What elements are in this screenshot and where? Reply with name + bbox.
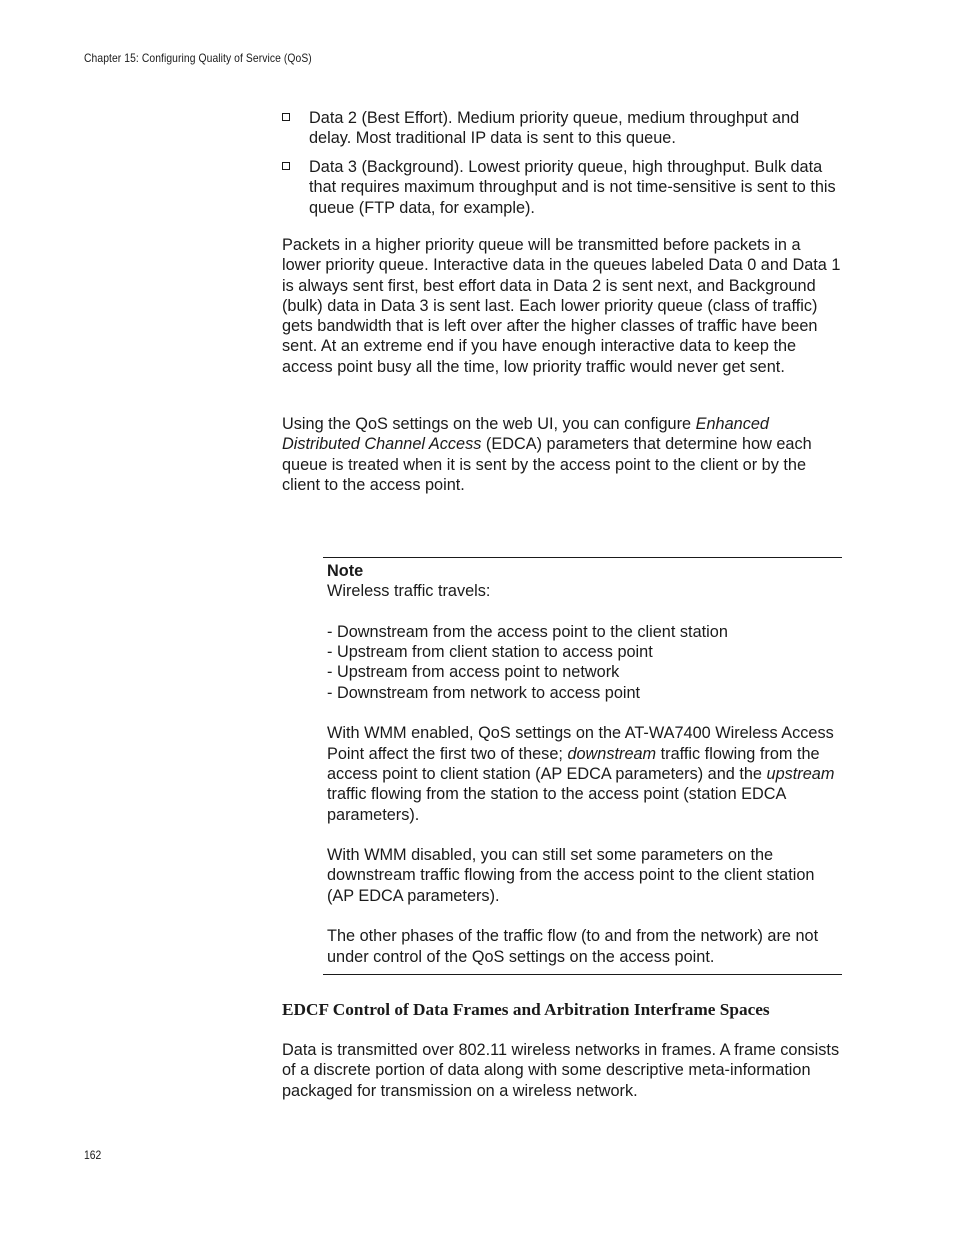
note-title: Note — [327, 562, 364, 580]
edca-term: Enhanced Distributed Channel Access — [282, 415, 769, 454]
edca-text-start: Using the QoS settings on the web UI, you can configure — [282, 415, 696, 433]
note-flow-item: - Upstream from client station to access point — [327, 643, 653, 662]
checkbox-square-icon — [282, 113, 290, 121]
note-wmm-enabled-part1: With WMM enabled, QoS settings on the AT-WA7400 Wireless Access Point affect the first two of these; — [327, 724, 834, 763]
note-flow-item: - Downstream from network to access point — [327, 683, 641, 702]
note-wmm-enabled-part3: traffic flowing from the station to the access point (station EDCA parameters). — [327, 785, 786, 824]
running-header: Chapter 15: Configuring Quality of Service (QoS) — [84, 51, 312, 65]
note-emph-downstream: downstream — [567, 744, 657, 763]
edca-text-end: (EDCA) parameters that determine how each queue is treated when it is sent by the access point to the client or by the client to the access point. — [282, 435, 812, 494]
note-other-phases: The other phases of the traffic flow (to and from the network) are not under control of the QoS settings on the access point. — [327, 927, 819, 966]
paragraph-edca — [282, 414, 842, 495]
note-flow-item: - Upstream from access point to network — [327, 663, 620, 682]
note-content — [327, 561, 839, 967]
paragraph-priority: Packets in a higher priority queue will be transmitted before packets in a lower priority queue. Interactive data in the queues labeled Data 0 and Data 1 is always sent first, best effort data in Data 2 is sent next, and Background (bulk) data in Data 3 is sent last. Each lower priority queue (class of traffic) gets bandwidth that is left over after the higher classes of traffic have been sent. At an extreme end if you have enough interactive data to keep the access point busy all the time, low priority traffic would never get sent. — [282, 236, 841, 376]
note-wmm-enabled-part2: traffic flowing from the access point to client station (AP EDCA parameters) and the — [327, 744, 820, 783]
note-wmm-enabled — [327, 723, 839, 824]
page-number: 162 — [84, 1148, 102, 1162]
section-heading: EDCF Control of Data Frames and Arbitration Interframe Spaces — [282, 1000, 770, 1019]
note-emph-upstream: upstream — [766, 764, 835, 783]
paragraph-frames: Data is transmitted over 802.11 wireless networks in frames. A frame consists of a discrete portion of data along with some descriptive meta-information packaged for transmission on a wireless network. — [282, 1041, 840, 1100]
bullet-item-data3 — [282, 157, 842, 218]
note-flow-item: - Downstream from the access point to the client station — [327, 622, 728, 641]
bullet-text: Data 3 (Background). Lowest priority queue, high throughput. Bulk data that requires maximum throughput and is not time-sensitive is sent to this queue (FTP data, for example). — [309, 158, 836, 217]
bullet-item-data2 — [282, 108, 842, 149]
bullet-text: Data 2 (Best Effort). Medium priority queue, medium throughput and delay. Most traditional IP data is sent to this queue. — [309, 109, 800, 148]
checkbox-square-icon — [282, 162, 290, 170]
note-wmm-disabled: With WMM disabled, you can still set some parameters on the downstream traffic flowing from the access point to the client station (AP EDCA parameters). — [327, 846, 815, 905]
note-intro: Wireless traffic travels: — [327, 582, 491, 601]
note-box — [323, 557, 842, 975]
